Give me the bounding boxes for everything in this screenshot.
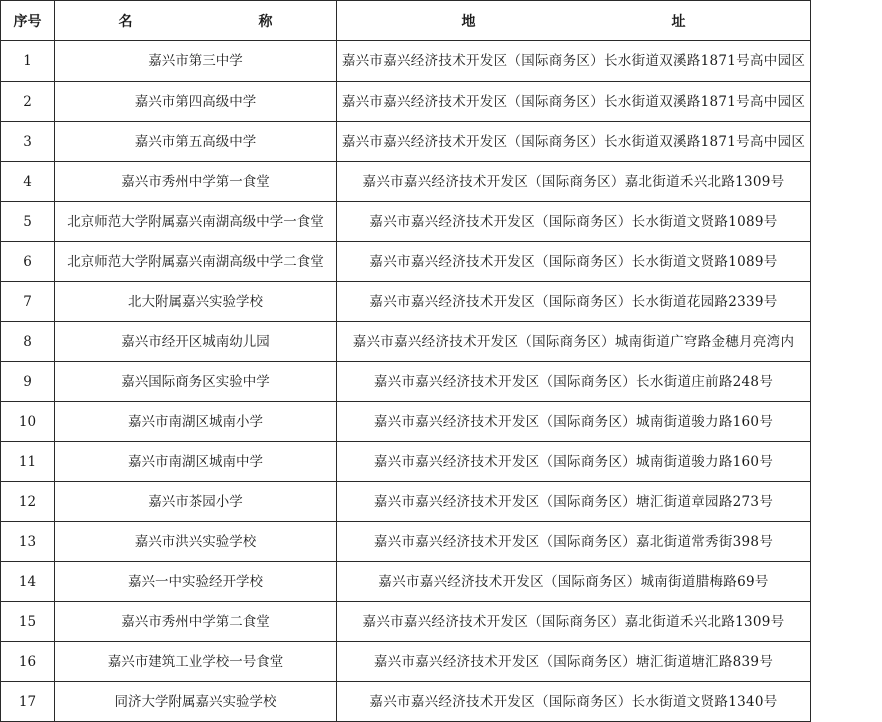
row-address: 嘉兴市嘉兴经济技术开发区（国际商务区）城南街道广穹路金穗月亮湾内 — [337, 322, 811, 362]
row-name: 嘉兴市茶园小学 — [55, 482, 337, 522]
row-number: 13 — [1, 522, 55, 562]
table-header — [1, 1, 882, 41]
row-address: 嘉兴市嘉兴经济技术开发区（国际商务区）城南街道骏力路160号 — [337, 442, 811, 482]
row-number: 14 — [1, 562, 55, 602]
row-address: 嘉兴市嘉兴经济技术开发区（国际商务区）长水街道双溪路1871号高中园区 — [337, 41, 811, 82]
table-row — [1, 282, 811, 322]
row-address: 嘉兴市嘉兴经济技术开发区（国际商务区）长水街道文贤路1089号 — [337, 202, 811, 242]
row-number: 9 — [1, 362, 55, 402]
table-row — [1, 522, 811, 562]
row-name: 北京师范大学附属嘉兴南湖高级中学一食堂 — [55, 202, 337, 242]
row-number: 12 — [1, 482, 55, 522]
row-name: 嘉兴国际商务区实验中学 — [55, 362, 337, 402]
row-address: 嘉兴市嘉兴经济技术开发区（国际商务区）嘉北街道禾兴北路1309号 — [337, 602, 811, 642]
table-row — [1, 602, 811, 642]
row-address: 嘉兴市嘉兴经济技术开发区（国际商务区）长水街道庄前路248号 — [337, 362, 811, 402]
row-name: 嘉兴市南湖区城南中学 — [55, 442, 337, 482]
row-address: 嘉兴市嘉兴经济技术开发区（国际商务区）塘汇街道章园路273号 — [337, 482, 811, 522]
row-number: 17 — [1, 682, 55, 722]
table-row — [1, 122, 811, 162]
table-row — [1, 242, 811, 282]
table-row — [1, 642, 811, 682]
row-number: 8 — [1, 322, 55, 362]
row-address: 嘉兴市嘉兴经济技术开发区（国际商务区）长水街道双溪路1871号高中园区 — [337, 82, 811, 122]
table-row — [1, 202, 811, 242]
row-address: 嘉兴市嘉兴经济技术开发区（国际商务区）长水街道文贤路1340号 — [337, 682, 811, 722]
header-address-label: 地址 — [461, 13, 882, 30]
header-name — [55, 1, 399, 41]
header-name-label: 名称 — [118, 13, 399, 30]
row-name: 北大附属嘉兴实验学校 — [55, 282, 337, 322]
row-number: 5 — [1, 202, 55, 242]
table-row — [1, 482, 811, 522]
row-number: 10 — [1, 402, 55, 442]
row-address: 嘉兴市嘉兴经济技术开发区（国际商务区）嘉北街道禾兴北路1309号 — [337, 162, 811, 202]
row-name: 北京师范大学附属嘉兴南湖高级中学二食堂 — [55, 242, 337, 282]
table-row — [1, 162, 811, 202]
table-row — [1, 402, 811, 442]
row-name: 嘉兴市经开区城南幼儿园 — [55, 322, 337, 362]
table-row — [1, 322, 811, 362]
row-number: 7 — [1, 282, 55, 322]
table-row — [1, 41, 811, 82]
row-address: 嘉兴市嘉兴经济技术开发区（国际商务区）嘉北街道常秀街398号 — [337, 522, 811, 562]
row-address: 嘉兴市嘉兴经济技术开发区（国际商务区）塘汇街道塘汇路839号 — [337, 642, 811, 682]
row-number: 15 — [1, 602, 55, 642]
header-no: 序号 — [1, 1, 55, 41]
row-number: 2 — [1, 82, 55, 122]
table-header-row — [1, 1, 811, 41]
row-address: 嘉兴市嘉兴经济技术开发区（国际商务区）长水街道花园路2339号 — [337, 282, 811, 322]
row-address: 嘉兴市嘉兴经济技术开发区（国际商务区）长水街道文贤路1089号 — [337, 242, 811, 282]
row-name: 同济大学附属嘉兴实验学校 — [55, 682, 337, 722]
table-row — [1, 362, 811, 402]
row-name: 嘉兴市第五高级中学 — [55, 122, 337, 162]
row-name: 嘉兴市第四高级中学 — [55, 82, 337, 122]
row-address: 嘉兴市嘉兴经济技术开发区（国际商务区）城南街道骏力路160号 — [337, 402, 811, 442]
table-body — [1, 41, 811, 722]
row-name: 嘉兴一中实验经开学校 — [55, 562, 337, 602]
row-name: 嘉兴市洪兴实验学校 — [55, 522, 337, 562]
row-name: 嘉兴市秀州中学第一食堂 — [55, 162, 337, 202]
row-address: 嘉兴市嘉兴经济技术开发区（国际商务区）城南街道腊梅路69号 — [337, 562, 811, 602]
row-number: 11 — [1, 442, 55, 482]
row-name: 嘉兴市第三中学 — [55, 41, 337, 82]
table-row — [1, 682, 811, 722]
header-address — [337, 1, 882, 41]
table-row — [1, 82, 811, 122]
row-number: 4 — [1, 162, 55, 202]
row-number: 6 — [1, 242, 55, 282]
row-name: 嘉兴市建筑工业学校一号食堂 — [55, 642, 337, 682]
table-row — [1, 562, 811, 602]
table-row — [1, 442, 811, 482]
row-name: 嘉兴市南湖区城南小学 — [55, 402, 337, 442]
row-number: 16 — [1, 642, 55, 682]
row-name: 嘉兴市秀州中学第二食堂 — [55, 602, 337, 642]
row-number: 1 — [1, 41, 55, 82]
row-number: 3 — [1, 122, 55, 162]
row-address: 嘉兴市嘉兴经济技术开发区（国际商务区）长水街道双溪路1871号高中园区 — [337, 122, 811, 162]
